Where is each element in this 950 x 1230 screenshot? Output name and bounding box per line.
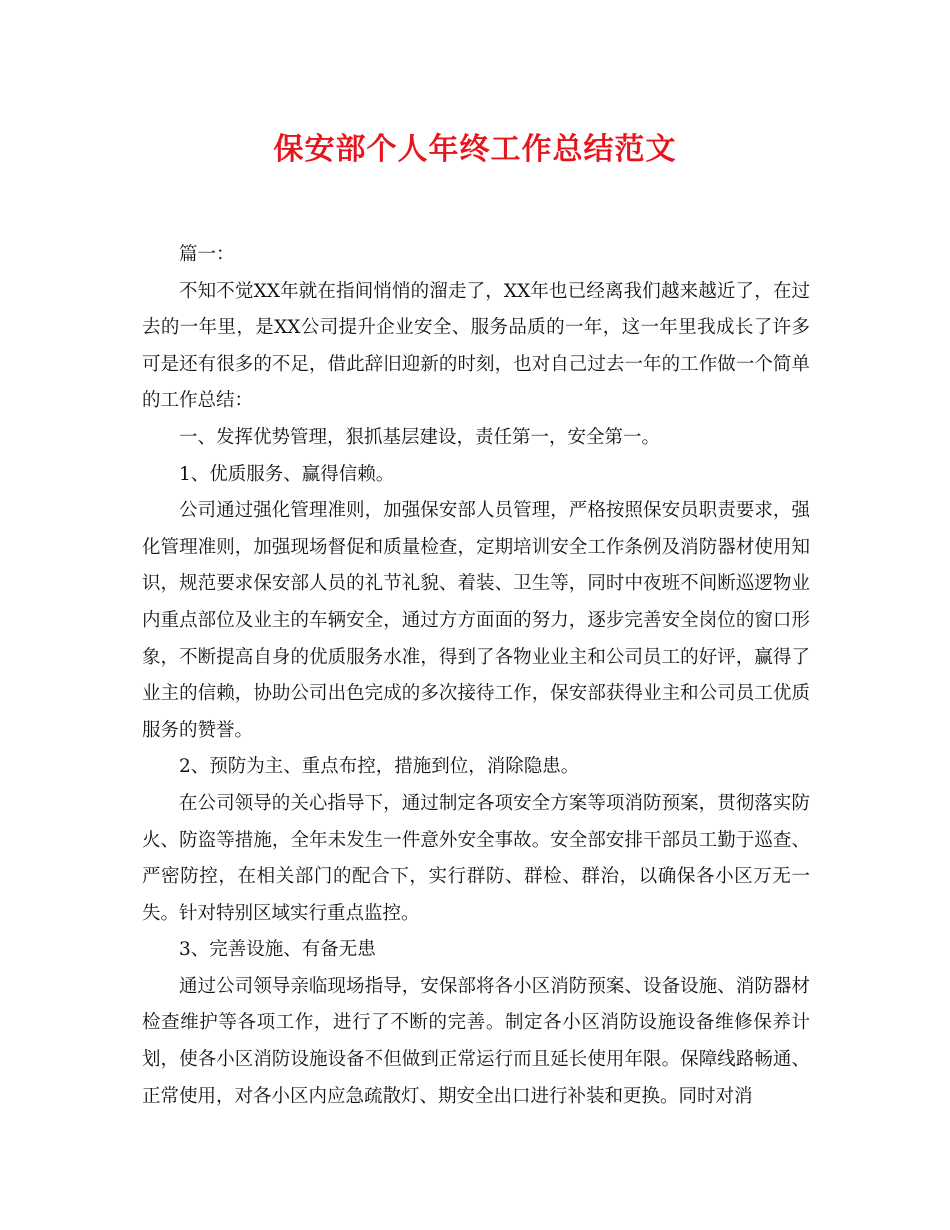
heading-part-one: 一、发挥优势管理，狠抓基层建设，责任第一，安全第一。 [179,426,661,448]
subheading-3: 3、完善设施、有备无患 [179,939,376,961]
subheading-2: 2、预防为主、重点布控，措施到位，消除隐患。 [179,756,580,778]
document-body [142,237,810,1115]
intro-paragraph: 不知不觉XX年就在指间悄悄的溜走了，XX年也已经离我们越来越近了，在过去的一年里，是XX公司提升企业安全、服务品质的一年，这一年里我成长了许多可是还有很多的不足，借此辞旧迎新的时刻，也对自己过去一年的工作做一个简单的工作总结： [142,280,810,412]
paragraph-facilities: 通过公司领导亲临现场指导，安保部将各小区消防预案、设备设施、消防器材检查维护等各项工作，进行了不断的完善。制定各小区消防设施设备维修保养计划，使各小区消防设施设备不但做到正常运行而且延长使用年限。保障线路畅通、正常使用，对各小区内应急疏散灯、期安全出口进行补装和更换。同时对消 [142,975,810,1107]
subheading-1: 1、优质服务、赢得信赖。 [179,463,395,485]
section-label: 篇一： [179,244,235,265]
paragraph-prevention: 在公司领导的关心指导下，通过制定各项安全方案等项消防预案，贯彻落实防火、防盗等措施，全年未发生一件意外安全事故。安全部安排干部员工勤于巡查、严密防控，在相关部门的配合下，实行群防、群检、群治，以确保各小区万无一失。针对特别区域实行重点监控。 [142,792,810,924]
document-title: 保安部个人年终工作总结范文 [273,132,677,167]
paragraph-service: 公司通过强化管理准则，加强保安部人员管理，严格按照保安员职责要求，强化管理准则，加强现场督促和质量检查，定期培训安全工作条例及消防器材使用知识，规范要求保安部人员的礼节礼貌、着装、卫生等，同时中夜班不间断巡逻物业内重点部位及业主的车辆安全，通过方方面面的努力，逐步完善安全岗位的窗口形象，不断提高自身的优质服务水准，得到了各物业业主和公司员工的好评，赢得了业主的信赖，协助公司出色完成的多次接待工作，保安部获得业主和公司员工优质服务的赞誉。 [142,500,810,741]
